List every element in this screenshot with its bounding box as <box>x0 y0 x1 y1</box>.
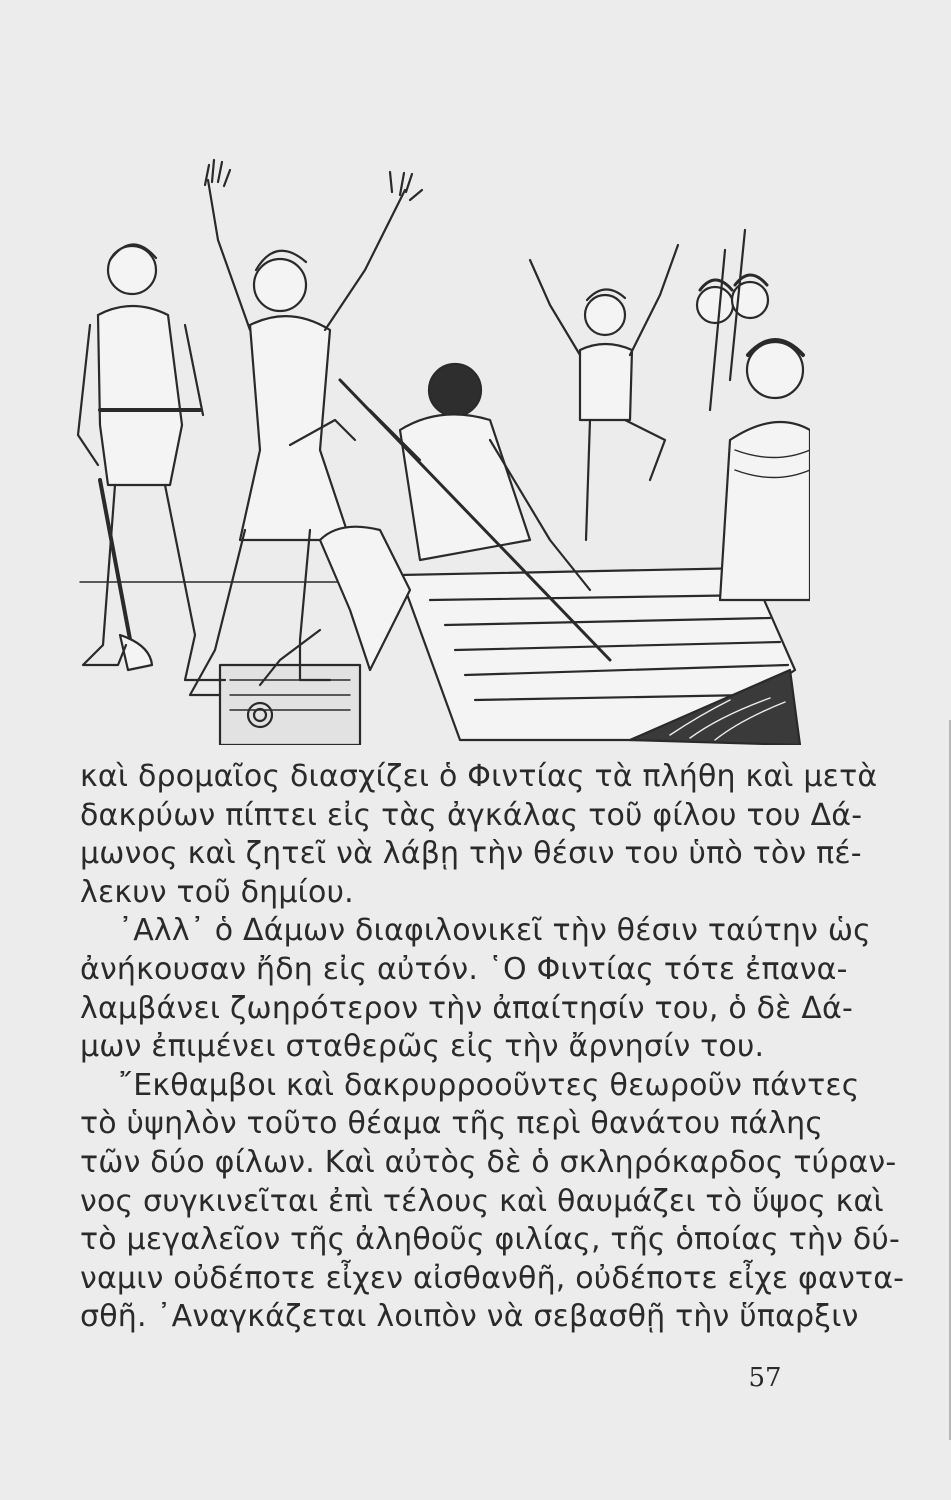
body-text <box>80 758 905 1337</box>
text-line: λεκυν τοῦ δημίου. <box>80 874 354 910</box>
text-line: τῶν δύο φίλων. Καὶ αὐτὸς δὲ ὁ σκληρόκαρδος τύραν- <box>80 1144 897 1180</box>
text-line: καὶ δρομαῖος διασχίζει ὁ Φιντίας τὰ πλήθη καὶ μετὰ <box>80 759 878 794</box>
text-line: μων ἐπιμένει σταθερῶς εἰς τὴν ἄρνησίν του. <box>80 1029 765 1065</box>
text-line: τὸ μεγαλεῖον τῆς ἀληθοῦς φιλίας, τῆς ὁποίας τὴν δύ- <box>80 1222 900 1258</box>
phintias-figure <box>530 245 678 540</box>
text-line: λαμβάνει ζωηρότερον τὴν ἀπαίτησίν του, ὁ δὲ Δά- <box>80 990 854 1026</box>
soldiers-group <box>697 230 810 600</box>
text-line: ἀνήκουσαν ἤδη εἰς αὐτόν. ῾Ο Φιντίας τότε ἐπανα- <box>80 951 848 987</box>
executioner-scene-illustration <box>70 150 810 745</box>
ornate-chest <box>220 665 360 745</box>
text-line: σθῆ. ᾿Αναγκάζεται λοιπὸν νὰ σεβασθῇ τὴν ὕπαρξιν <box>80 1299 859 1335</box>
text-line: ναμιν οὐδέποτε εἶχεν αἰσθανθῆ, οὐδέποτε εἶχε φαντα- <box>80 1260 905 1296</box>
text-line: δακρύων πίπτει εἰς τὰς ἀγκάλας τοῦ φίλου του Δά- <box>80 797 863 833</box>
text-line: νος συγκινεῖται ἐπὶ τέλους καὶ θαυμάζει τὸ ὕψος καὶ <box>80 1183 884 1219</box>
text-line: ῎Εκθαμβοι καὶ δακρυρροοῦντες θεωροῦν πάντες <box>118 1067 860 1103</box>
text-line: μωνος καὶ ζητεῖ νὰ λάβῃ τὴν θέσιν του ὑπὸ τὸν πέ- <box>80 836 862 872</box>
text-line: τὸ ὑψηλὸν τοῦτο θέαμα τῆς περὶ θανάτου πάλης <box>80 1106 824 1142</box>
text-line: ᾿Αλλ᾿ ὁ Δάμων διαφιλονικεῖ τὴν θέσιν ταύτην ὡς <box>118 913 871 949</box>
page-number: 57 <box>748 1363 782 1393</box>
executioner-figure <box>78 244 225 680</box>
